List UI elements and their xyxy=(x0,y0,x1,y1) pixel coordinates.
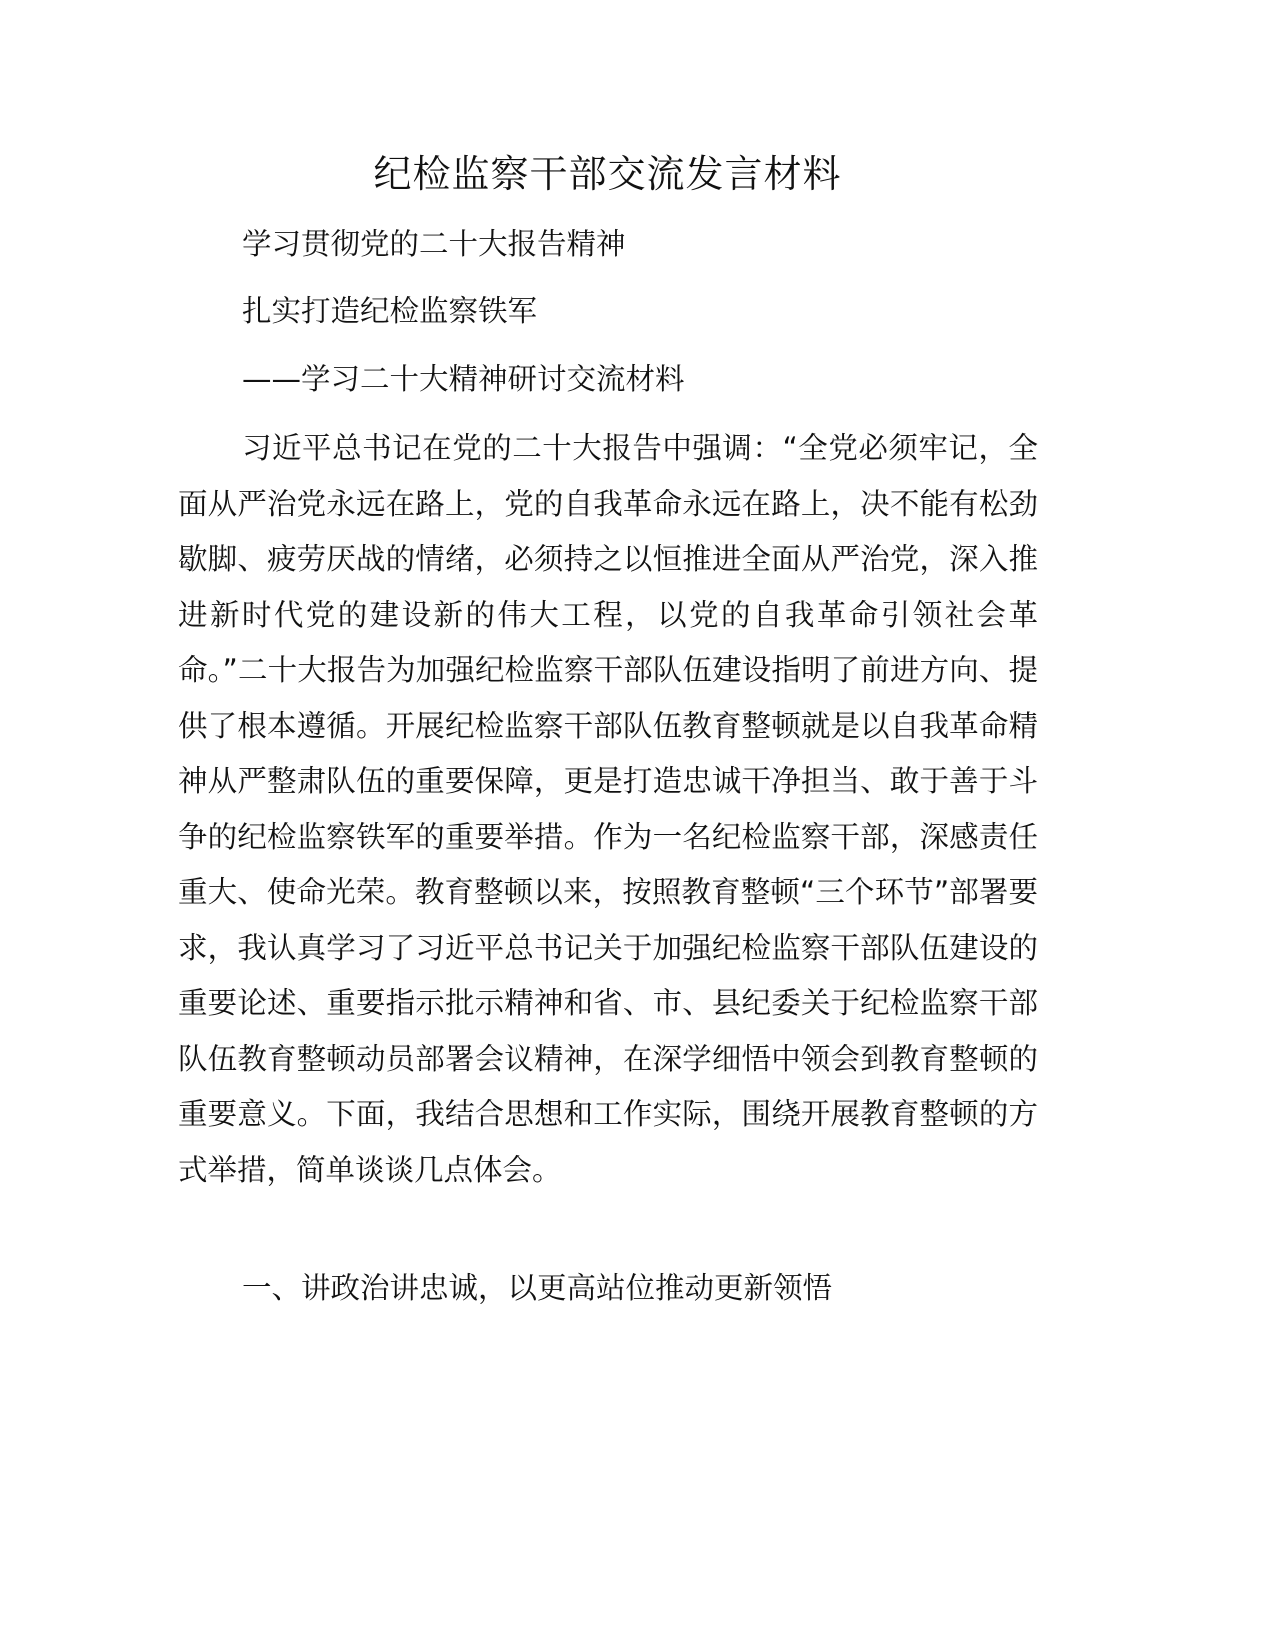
subtitle-line-2: 扎实打造纪检监察铁军 xyxy=(242,294,538,328)
subtitle-line-1: 学习贯彻党的二十大报告精神 xyxy=(242,227,626,261)
section-heading-1: 一、讲政治讲忠诚，以更高站位推动更新领悟 xyxy=(242,1271,833,1305)
document-title: 纪检监察干部交流发言材料 xyxy=(373,152,842,196)
body-paragraph: 习近平总书记在党的二十大报告中强调：“全党必须牢记，全面从严治党永远在路上，党的自我革命永远在路上，决不能有松劲歇脚、疲劳厌战的情绪，必须持之以恒推进全面从严治党，深入推进新时代党的建设新的伟大工程，以党的自我革命引领社会革命。”二十大报告为加强纪检监察干部队伍建设指明了前进方向、提供了根本遵循。开展纪检监察干部队伍教育整顿就是以自我革命精神从严整肃队伍的重要保障，更是打造忠诚干净担当、敢于善于斗争的纪检监察铁军的重要举措。作为一名纪检监察干部，深感责任重大、使命光荣。教育整顿以来，按照教育整顿“三个环节”部署要求，我认真学习了习近平总书记关于加强纪检监察干部队伍建设的重要论述、重要指示批示精神和省、市、县纪委关于纪检监察干部队伍教育整顿动员部署会议精神，在深学细悟中领会到教育整顿的重要意义。下面，我结合思想和工作实际，围绕开展教育整顿的方式举措，简单谈谈几点体会。 xyxy=(178,431,1038,1187)
subtitle-line-3: ——学习二十大精神研讨交流材料 xyxy=(242,362,685,396)
